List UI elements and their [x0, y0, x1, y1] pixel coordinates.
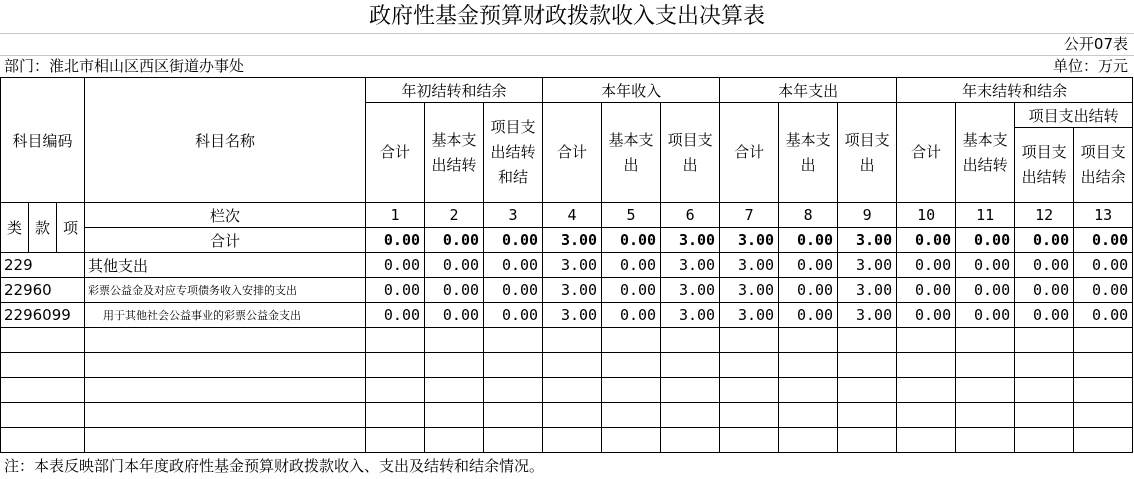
row-value: 3.00	[543, 303, 602, 328]
row-name: 其他支出	[85, 253, 366, 278]
total-value: 0.00	[956, 228, 1015, 253]
table-row	[1, 253, 1133, 278]
end-balance-header: 年末结转和结余	[897, 78, 1133, 103]
table-row	[1, 303, 1133, 328]
col-header: 合计	[720, 103, 779, 203]
row-value: 3.00	[838, 253, 897, 278]
row-value: 0.00	[602, 253, 661, 278]
expense-header: 本年支出	[720, 78, 897, 103]
col-header: 基本支出结转	[425, 103, 484, 203]
empty-row	[1, 328, 1133, 353]
column-number: 1	[366, 203, 425, 228]
total-value: 0.00	[1074, 228, 1133, 253]
row-value: 3.00	[720, 303, 779, 328]
col-header: 合计	[897, 103, 956, 203]
row-value: 0.00	[425, 253, 484, 278]
row-value: 3.00	[661, 303, 720, 328]
row-value: 0.00	[956, 303, 1015, 328]
row-value: 0.00	[602, 278, 661, 303]
column-index-label: 栏次	[85, 203, 366, 228]
total-value: 0.00	[425, 228, 484, 253]
row-value: 3.00	[838, 278, 897, 303]
col-header: 基本支出结转	[956, 103, 1015, 203]
subject-name-header: 科目名称	[85, 78, 366, 203]
row-value: 3.00	[720, 253, 779, 278]
row-value: 0.00	[956, 278, 1015, 303]
total-value: 0.00	[1015, 228, 1074, 253]
column-number: 3	[484, 203, 543, 228]
row-value: 3.00	[838, 303, 897, 328]
column-number: 4	[543, 203, 602, 228]
total-value: 3.00	[838, 228, 897, 253]
budget-table	[0, 77, 1133, 453]
col-header: 基本支出	[602, 103, 661, 203]
col-header: 项目支出	[661, 103, 720, 203]
row-code: 229	[1, 253, 85, 278]
column-number: 10	[897, 203, 956, 228]
row-value: 0.00	[1074, 278, 1133, 303]
empty-row	[1, 428, 1133, 453]
row-value: 3.00	[661, 253, 720, 278]
column-number: 7	[720, 203, 779, 228]
col-header: 项目支出	[838, 103, 897, 203]
row-value: 0.00	[1015, 253, 1074, 278]
row-value: 0.00	[779, 303, 838, 328]
table-row	[1, 278, 1133, 303]
row-value: 3.00	[661, 278, 720, 303]
department-label: 部门：淮北市相山区西区街道办事处	[4, 57, 245, 75]
divider	[0, 33, 1134, 34]
column-number: 12	[1015, 203, 1074, 228]
col-header: 项目支出结转	[1015, 128, 1074, 203]
total-value: 3.00	[720, 228, 779, 253]
report-title: 政府性基金预算财政拨款收入支出决算表	[368, 4, 765, 29]
xiang-header: 项	[57, 203, 85, 253]
row-value: 0.00	[956, 253, 1015, 278]
row-value: 0.00	[1015, 303, 1074, 328]
row-value: 0.00	[1074, 253, 1133, 278]
form-code: 公开07表	[1063, 35, 1128, 53]
row-value: 0.00	[1015, 278, 1074, 303]
total-value: 0.00	[779, 228, 838, 253]
row-value: 0.00	[484, 253, 543, 278]
row-value: 0.00	[897, 278, 956, 303]
total-value: 0.00	[602, 228, 661, 253]
column-number: 11	[956, 203, 1015, 228]
col-header: 项目支出结转和结	[484, 103, 543, 203]
row-value: 0.00	[1074, 303, 1133, 328]
column-number: 13	[1074, 203, 1133, 228]
lei-header: 类	[1, 203, 29, 253]
column-number: 9	[838, 203, 897, 228]
row-code: 2296099	[1, 303, 85, 328]
column-number: 6	[661, 203, 720, 228]
subject-code-header: 科目编码	[1, 78, 85, 203]
col-header: 基本支出	[779, 103, 838, 203]
total-value: 0.00	[484, 228, 543, 253]
row-value: 0.00	[779, 253, 838, 278]
total-value: 0.00	[366, 228, 425, 253]
row-value: 0.00	[366, 253, 425, 278]
begin-balance-header: 年初结转和结余	[366, 78, 543, 103]
row-value: 0.00	[897, 303, 956, 328]
footnote: 注：本表反映部门本年度政府性基金预算财政拨款收入、支出及结转和结余情况。	[4, 457, 545, 475]
empty-row	[1, 353, 1133, 378]
income-header: 本年收入	[543, 78, 720, 103]
row-value: 0.00	[425, 278, 484, 303]
project-balance-header: 项目支出结转	[1015, 103, 1133, 128]
row-value: 0.00	[602, 303, 661, 328]
total-value: 3.00	[661, 228, 720, 253]
col-header: 合计	[543, 103, 602, 203]
row-value: 0.00	[484, 303, 543, 328]
kuan-header: 款	[29, 203, 57, 253]
row-value: 0.00	[366, 278, 425, 303]
total-value: 3.00	[543, 228, 602, 253]
row-value: 0.00	[779, 278, 838, 303]
total-label: 合计	[85, 228, 366, 253]
row-value: 3.00	[543, 278, 602, 303]
row-value: 3.00	[720, 278, 779, 303]
row-name: 用于其他社会公益事业的彩票公益金支出	[85, 303, 366, 328]
column-number: 2	[425, 203, 484, 228]
unit-label: 单位：万元	[1052, 57, 1128, 75]
empty-row	[1, 403, 1133, 428]
col-header: 项目支出结余	[1074, 128, 1133, 203]
row-name: 彩票公益金及对应专项债务收入安排的支出	[85, 278, 366, 303]
column-number: 8	[779, 203, 838, 228]
row-value: 0.00	[484, 278, 543, 303]
row-value: 0.00	[366, 303, 425, 328]
col-header: 合计	[366, 103, 425, 203]
row-value: 3.00	[543, 253, 602, 278]
empty-row	[1, 378, 1133, 403]
total-value: 0.00	[897, 228, 956, 253]
row-code: 22960	[1, 278, 85, 303]
column-number: 5	[602, 203, 661, 228]
row-value: 0.00	[897, 253, 956, 278]
row-value: 0.00	[425, 303, 484, 328]
